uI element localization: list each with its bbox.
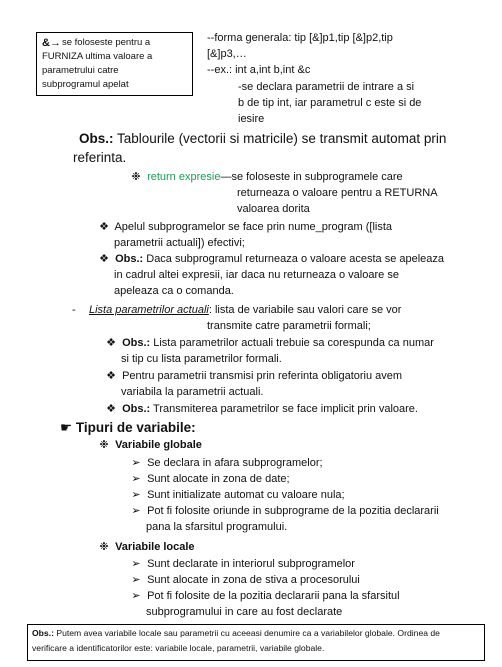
obs-label: Obs.: [115, 253, 144, 265]
return-text-cont: valoarea dorita [237, 203, 310, 215]
arrow-bullet-icon: ➢ [131, 590, 141, 602]
obs-label: Obs.: [122, 403, 151, 415]
apel-obs-cont: in cadrul altei expresii, iar daca nu returneaza o valoare se [114, 269, 399, 281]
diamond-bullet-icon: ❖ [106, 403, 116, 415]
arrow-bullet-icon: ➢ [131, 457, 141, 469]
param-obs-text: Lista parametrilor actuali trebuie sa corespunda ca numar [153, 337, 434, 349]
globale-item-text: Sunt alocate in zona de date; [147, 473, 290, 485]
globale-item-cont: pana la sfarsitul programului. [146, 521, 288, 533]
group-title: Variabile locale [115, 541, 195, 553]
group-globale [96, 437, 202, 453]
globale-item [128, 503, 439, 519]
diamond-bullet-icon: ❖ [99, 253, 109, 265]
globale-item-text: Se declara in afara subprogramelor; [147, 457, 323, 469]
note-box-line: FURNIZA ultima valoare a [42, 51, 153, 62]
locale-item-text: Sunt alocate in zona de stiva a procesorului [147, 574, 360, 586]
return-text-cont: returneaza o valoare pentru a RETURNA [237, 187, 438, 199]
param-ref-cont: variabila la parametrii actuali. [121, 386, 264, 398]
forma-note-line: -se declara parametrii de intrare a si [238, 81, 415, 93]
apel-text: Apelul subprogramelor se face prin nume_program ([lista [114, 221, 393, 233]
group-locale [96, 539, 195, 555]
globale-item-text: Sunt initializate automat cu valoare nula; [147, 489, 345, 501]
parametri-actuali-cont: transmite catre parametrii formali; [207, 320, 371, 332]
obs-label: Obs.: [122, 337, 151, 349]
apel-obs-item [96, 251, 444, 267]
globale-item-text: Pot fi folosite oriunde in subprograme de la pozitia declararii [147, 505, 439, 517]
apel-text-cont: parametrii actuali]) efectivi; [114, 237, 245, 249]
arrow-bullet-icon: ➢ [131, 505, 141, 517]
note-box-line: subprogramul apelat [42, 79, 129, 90]
asterisk-bullet-icon: ❉ [99, 439, 109, 451]
note-box-lead: &→ [42, 37, 61, 49]
globale-item [128, 487, 345, 503]
arrow-bullet-icon: ➢ [131, 574, 141, 586]
locale-item [128, 588, 400, 604]
apel-item [96, 219, 392, 235]
locale-item [128, 556, 355, 572]
return-line [128, 169, 403, 185]
obs-text: Tablourile (vectorii si matricile) se transmit automat prin [117, 131, 447, 146]
tipuri-title: Tipuri de variabile: [75, 420, 196, 435]
note-box-line: se foloseste pentru a [62, 37, 151, 48]
tipuri-heading [60, 418, 196, 437]
arrow-bullet-icon: ➢ [131, 558, 141, 570]
forma-note-line: iesire [238, 113, 265, 125]
parametri-actuali-line [89, 302, 401, 318]
parametri-actuali-text: : lista de variabile sau valori care se vor [208, 304, 402, 316]
diamond-bullet-icon: ❖ [106, 370, 116, 382]
asterisk-bullet-icon: ❉ [131, 171, 141, 183]
apel-obs-text: Daca subprogramul returneaza o valoare acesta se apeleaza [146, 253, 445, 265]
param-obs2-text: Transmiterea parametrilor se face implicit prin valoare. [153, 403, 418, 415]
forma-line: [&]p3,… [207, 48, 247, 60]
hand-pointer-icon: ☛ [60, 420, 73, 435]
param-obs-item [103, 335, 434, 351]
return-keyword: return expresie [147, 171, 221, 183]
asterisk-bullet-icon: ❉ [99, 541, 109, 553]
dash-marker: - [72, 304, 76, 316]
param-ref-item [103, 368, 402, 384]
obs-tablouri-cont: referinta. [73, 150, 127, 165]
obs-tablouri [79, 129, 446, 148]
param-obs-cont: si tip cu lista parametrilor formali. [121, 353, 282, 365]
globale-item [128, 455, 323, 471]
bottom-box-line: verificare a identificatorilor este: variabile locale, parametrii, variabile globale. [32, 643, 325, 653]
bottom-box-text: Putem avea variabile locale sau parametrii cu aceeasi denumire ca a variabilelor globale. Ordinea de [56, 628, 440, 638]
diamond-bullet-icon: ❖ [99, 221, 109, 233]
obs-label: Obs.: [79, 131, 114, 146]
globale-item [128, 471, 290, 487]
arrow-bullet-icon: ➢ [131, 473, 141, 485]
diamond-bullet-icon: ❖ [106, 337, 116, 349]
locale-item-cont: subprogramului in care au fost declarate [146, 606, 343, 618]
locale-item-text: Sunt declarate in interiorul subprogramelor [147, 558, 355, 570]
forma-line: --forma generala: tip [&]p1,tip [&]p2,tip [207, 32, 393, 44]
param-ref-text: Pentru parametrii transmisi prin referinta obligatoriu avem [122, 370, 403, 382]
note-box-line: parametrului catre [42, 65, 119, 76]
group-title: Variabile globale [115, 439, 202, 451]
forma-line: --ex.: int a,int b,int &c [207, 64, 311, 76]
locale-item [128, 572, 360, 588]
param-obs2-item [103, 401, 418, 417]
arrow-bullet-icon: ➢ [131, 489, 141, 501]
bottom-box-line [32, 626, 440, 640]
apel-obs-cont: apeleaza ca o comanda. [114, 285, 234, 297]
obs-label: Obs.: [32, 628, 54, 638]
return-text: —se foloseste in subprogramele care [220, 171, 403, 183]
parametri-actuali-title: Lista parametrilor actuali [89, 304, 209, 316]
forma-note-line: b de tip int, iar parametrul c este si de [238, 97, 422, 109]
locale-item-text: Pot fi folosite de la pozitia declararii pana la sfarsitul [147, 590, 400, 602]
